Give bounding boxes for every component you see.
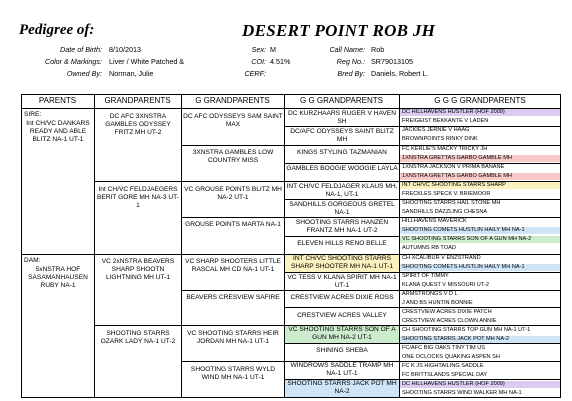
sire-name: Int CH/VC DANKARS READY AND ABLE BLITZ NA-1 UT-1 [26, 120, 90, 143]
gg-grandparent: SHOOTING STARRS HANZEN FRANTZ MH NA-1 UT-2 [295, 219, 389, 234]
owner-value: Norman, Julie [109, 69, 154, 78]
coi-value: 4.51% [270, 57, 291, 66]
gg-grandparent: VC SHOOTING STARRS SON OF A GUN MH NA-2 UT-1 [285, 326, 399, 343]
ggg-grandparent: ONE OCLOCKS QUAKING ASPEN SH [402, 354, 500, 360]
grandparent: VC 2xNSTRA BEAVERS SHARP SHOOTN LIGHTNING MH UT-1 [101, 258, 175, 281]
ggg-grandparent: 1XNSTRA GRETTAS GARBO GAMBLE MH [400, 155, 560, 162]
gg-grandparent: VC TESS V KLANA SPIRIT MH NA-1 UT-1 [287, 274, 397, 289]
ggg-grandparent: FC BRITTSLANDS SPECIAL DAY [402, 372, 488, 378]
g-grandparent: DC AFC ODYSSEYS SAM SAINT MAX [183, 113, 283, 128]
color-label: Color & Markings: [44, 57, 102, 66]
ggg-grandparent: CH SHOOTING STARRS TOP GUN MH NA-1 UT-1 [402, 327, 531, 333]
gg-grandparent: SANDHILLS GORGEOUS GRETEL NA-1 [289, 201, 395, 216]
grandparent: Int CH/VC FELDJAEGERS BERIT GORE MH NA-3 UT-1 [97, 186, 179, 209]
ggg-grandparent: FRECKLES SPECK V. BRIEMOOR [402, 191, 491, 197]
dob-value: 8/10/2013 [109, 45, 141, 54]
coi-label: COI: [251, 57, 266, 66]
gg-grandparent: INT CH/VC SHOOTING STARRS SHARP SHOOTER MH NA-1 UT-1 [285, 255, 399, 272]
ggg-grandparent: SPIRIT OF TIMMY [402, 273, 449, 279]
gg-grandparent: CRESTVIEW ACRES DIXIE ROSS [290, 294, 394, 301]
ggg-grandparent: VC SHOOTING STARRS SON OF A GUN MH NA-2 [400, 236, 560, 243]
ggg-grandparent: SHOOTING STARRS WIND WALKER MH NA-1 [402, 390, 522, 396]
g-grandparent: VC SHARP SHOOTERS LITTLE RASCAL MH CD NA-1 UT-1 [185, 258, 281, 273]
col-header-g-grandparents: G GRANDPARENTS [195, 96, 270, 105]
col-header-ggg-grandparents: G G G GRANDPARENTS [434, 96, 526, 105]
dog-name: DESERT POINT ROB JH [242, 21, 436, 40]
ggg-grandparent: JACKIES JERNIE V HAAG [402, 127, 470, 133]
page-title: Pedigree of: [19, 22, 95, 38]
gg-grandparent: SHOOTING STARRS JACK POT MH NA-2 [285, 380, 399, 397]
gg-grandparent: DC KURZHAARS RUGER V HAVEN SH [288, 110, 396, 125]
ggg-grandparent: INT CH/VC SHOOTING STARRS SHARP [400, 182, 560, 189]
ggg-grandparent: 1XNSTRA JACKSON V PRIMA BANANE [402, 164, 505, 170]
g-grandparent: SHOOTING STARRS WYLD WIND MH NA-1 UT-1 [190, 366, 276, 381]
sex-label: Sex: [251, 45, 266, 54]
gg-grandparent: WINDROWS SADDLE TRAMP MH NA-1 UT-1 [290, 362, 394, 377]
g-grandparent: 3XNSTRA GAMBLES LOW COUNTRY MISS [192, 149, 274, 164]
ggg-grandparent: SHOOTING STARRS JACK POT MH NA-2 [400, 336, 560, 343]
ggg-grandparent: FC KERLIE'S MACKY TRICKY JH [402, 146, 488, 152]
ggg-grandparent: AUTUMNS RB TOAD [402, 245, 456, 251]
col-header-gg-grandparents: G G GRANDPARENTS [300, 96, 383, 105]
gg-grandparent: DC/AFC ODYSSEYS SAINT BLITZ MH [290, 128, 394, 143]
ggg-grandparent: FC K JS HIGHTAILING SADDLE [402, 363, 484, 369]
sex-value: M [270, 45, 276, 54]
ggg-grandparent: CRESTVIEW ACRES CLOWN ANNIE [402, 318, 497, 324]
col-header-parents: PARENTS [38, 96, 77, 105]
ggg-grandparent: DC HILLHAVENS HUSTLER (HOF 2009) [400, 109, 560, 116]
ggg-grandparent: HILLHAVENS MAVERICK [402, 218, 467, 224]
cerf-label: CERF: [244, 69, 266, 78]
grandparent: DC AFC 3XNSTRA GAMBLES ODYSSEY FRITZ MH UT-2 [105, 113, 171, 136]
col-header-grandparents: GRANDPARENTS [104, 96, 171, 105]
ggg-grandparent: DC HILLHAVENS HUSTLER (HOF 2009) [400, 381, 560, 388]
ggg-grandparent: CH XCALIBUR V ENZSTRAND [402, 255, 481, 261]
ggg-grandparent: CRESTVIEW ACRES DIXIE PATCH [402, 309, 492, 315]
gg-grandparent: INT CH/VC FELDJAGER KLAUS MH, NA-1, UT-1 [286, 183, 398, 198]
g-grandparent: VC SHOOTING STARRS HEIR JORDAN MH NA-1 UT-1 [187, 330, 279, 345]
ggg-grandparent: FC/AFC BIG OAKS TINY TIM US [402, 345, 485, 351]
dam-label: DAM: [24, 257, 41, 264]
col-divider [181, 94, 182, 398]
color-value: Liver / White Patched & [109, 57, 185, 66]
gg-grandparent: SHINING SHEBA [316, 347, 368, 354]
regno-value: SR79013105 [371, 57, 413, 66]
gg-grandparent: ELEVEN HILLS RENO BELLE [297, 240, 387, 247]
ggg-grandparent: ARMSTRONGS V D L [402, 291, 458, 297]
row-divider [284, 343, 561, 344]
gg-grandparent: GAMBLES BOOGIE WOOGIE LAYLA [286, 165, 398, 172]
callname-value: Rob [371, 45, 385, 54]
regno-label: Reg No.: [336, 57, 365, 66]
ggg-grandparent: BROWNPOINTS RINKY DINK [402, 136, 478, 142]
row-divider [284, 307, 561, 308]
sire-label: SIRE: [24, 111, 42, 118]
ggg-grandparent: SHOOTING COMETS HUSTLIN HAILY MH NA-1 [400, 264, 560, 271]
dam-name: 5xNSTRA HOF SASAMANHAUSEN RUBY NA-1 [28, 266, 88, 289]
gg-grandparent: KINGS STYLING TAZMANIAN [297, 149, 387, 156]
g-grandparent: BEAVERS CRESVIEW SAFIRE [186, 294, 280, 301]
g-grandparent: VC GROUSE POINTS BLITZ MH NA-2 UT-1 [184, 186, 282, 201]
ggg-grandparent: SHOOTING COMETS HUSTLIN HAILY MH NA-1 [400, 227, 560, 234]
grandparent: SHOOTING STARRS OZARK LADY NA-1 UT-2 [100, 330, 176, 345]
dob-label: Date of Birth: [60, 45, 102, 54]
owner-label: Owned By: [66, 69, 102, 78]
col-divider [94, 94, 95, 398]
ggg-grandparent: SANDHILLS DAZZLING CHESNA [402, 209, 488, 215]
ggg-grandparent: 1XNSTRA GRETTAS GARBO GAMBLE MH [400, 173, 560, 180]
callname-label: Call Name: [329, 45, 365, 54]
bredby-label: Bred By: [337, 69, 365, 78]
g-grandparent: GROUSE POINTS MARTA NA-1 [185, 221, 281, 228]
ggg-grandparent: KLANA QUEST V MISSOURI UT-2 [402, 282, 489, 288]
gg-grandparent: CRESTVIEW ACRES VALLEY [297, 312, 387, 319]
bredby-value: Daniels, Robert L. [371, 69, 429, 78]
ggg-grandparent: FREIGEIST BEKKANTE V LADEN [402, 118, 489, 124]
ggg-grandparent: J AND BS HUNTIN BONNIE [402, 300, 473, 306]
ggg-grandparent: SHOOTING STARRS HAIL STONE MH [402, 200, 501, 206]
